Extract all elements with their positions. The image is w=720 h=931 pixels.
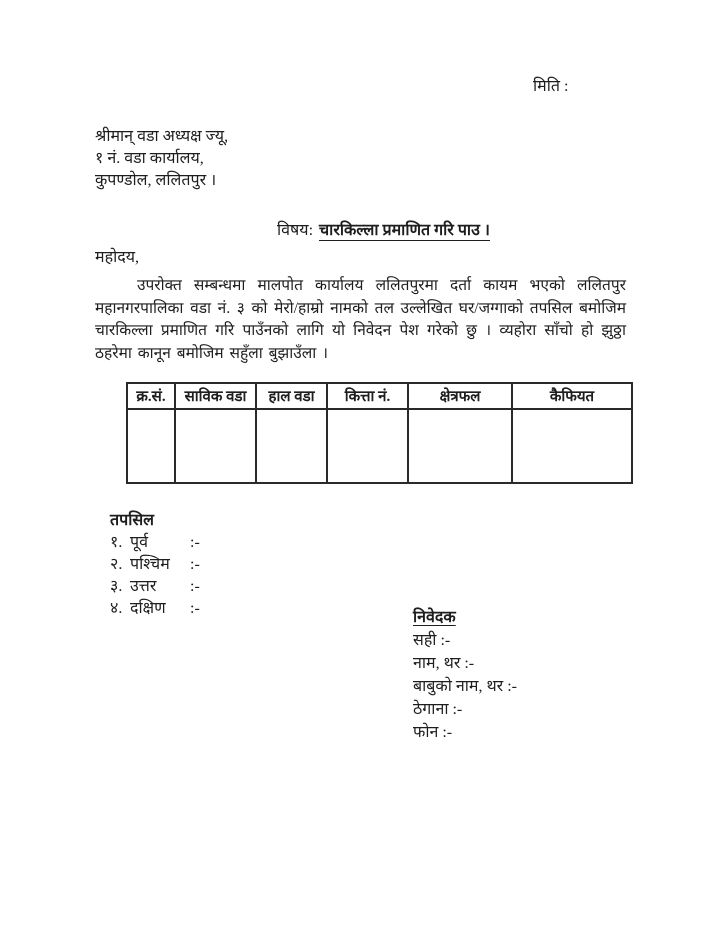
applicant-father-name-line: बाबुको नाम, थर :- (413, 678, 517, 695)
tapasil-item-value: :- (190, 578, 200, 595)
header-current-ward: हाल वडा (256, 383, 327, 409)
date-label: मिति : (533, 78, 569, 95)
land-details-table (126, 382, 633, 484)
header-remarks: कैफियत (512, 383, 632, 409)
subject-line (277, 218, 490, 240)
header-area: क्षेत्रफल (408, 383, 512, 409)
tapasil-item-label: उत्तर (130, 578, 157, 595)
applicant-heading: निवेदक (413, 609, 456, 626)
cell-remarks (512, 409, 632, 483)
applicant-section (413, 606, 517, 744)
tapasil-item-south (110, 598, 200, 620)
cell-serial-number (127, 409, 175, 483)
subject-prefix: विषय: (277, 222, 314, 239)
tapasil-item-value: :- (190, 600, 200, 617)
tapasil-item-east (110, 532, 200, 554)
cell-former-ward (175, 409, 256, 483)
tapasil-heading: तपसिल (110, 512, 155, 529)
body-paragraph: उपरोक्त सम्बन्धमा मालपोत कार्यालय ललितपुरमा दर्ता कायम भएको ललितपुर महानगरपालिका वडा नं. ३ को मेरो/हाम्रो नामको तल उल्लेखित घर/जग्गाको तपसिल बमोजिम चारकिल्ला प्रमाणित गरि पाउँनको लागि यो निवेदन पेश गरेको छु । व्यहोरा साँचो हो झुठ्ठा ठहरेमा कानून बमोजिम सहुँला बुझाउँला । (95, 277, 626, 362)
subject-title: चारकिल्ला प्रमाणित गरि पाउ । (319, 222, 490, 239)
applicant-address-line: ठेगाना :- (413, 701, 463, 718)
tapasil-item-number: १. (110, 534, 123, 551)
tapasil-item-label: दक्षिण (130, 600, 166, 617)
recipient-address (95, 126, 228, 192)
header-plot-number: कित्ता नं. (327, 383, 408, 409)
tapasil-item-label: पश्चिम (130, 556, 170, 573)
applicant-name-line: नाम, थर :- (413, 655, 475, 672)
table-header-row (127, 383, 632, 409)
header-former-ward: साविक वडा (175, 383, 256, 409)
applicant-signature-line: सही :- (413, 632, 451, 649)
tapasil-item-value: :- (190, 534, 200, 551)
tapasil-item-label: पूर्व (130, 534, 148, 551)
recipient-line-1: श्रीमान् वडा अध्यक्ष ज्यू, (95, 128, 229, 145)
salutation: महोदय, (95, 249, 139, 266)
applicant-phone-line: फोन :- (413, 724, 453, 741)
recipient-line-2: १ नं. वडा कार्यालय, (95, 150, 204, 167)
cell-area (408, 409, 512, 483)
recipient-line-3: कुपण्डोल, ललितपुर । (95, 172, 217, 189)
tapasil-item-north (110, 576, 200, 598)
tapasil-item-number: ४. (110, 600, 123, 617)
header-serial-number: क्र.सं. (127, 383, 175, 409)
tapasil-item-number: ३. (110, 578, 123, 595)
table-row (127, 409, 632, 483)
tapasil-section (110, 510, 200, 620)
cell-plot-number (327, 409, 408, 483)
cell-current-ward (256, 409, 327, 483)
tapasil-item-number: २. (110, 556, 123, 573)
tapasil-item-west (110, 554, 200, 576)
tapasil-item-value: :- (190, 556, 200, 573)
